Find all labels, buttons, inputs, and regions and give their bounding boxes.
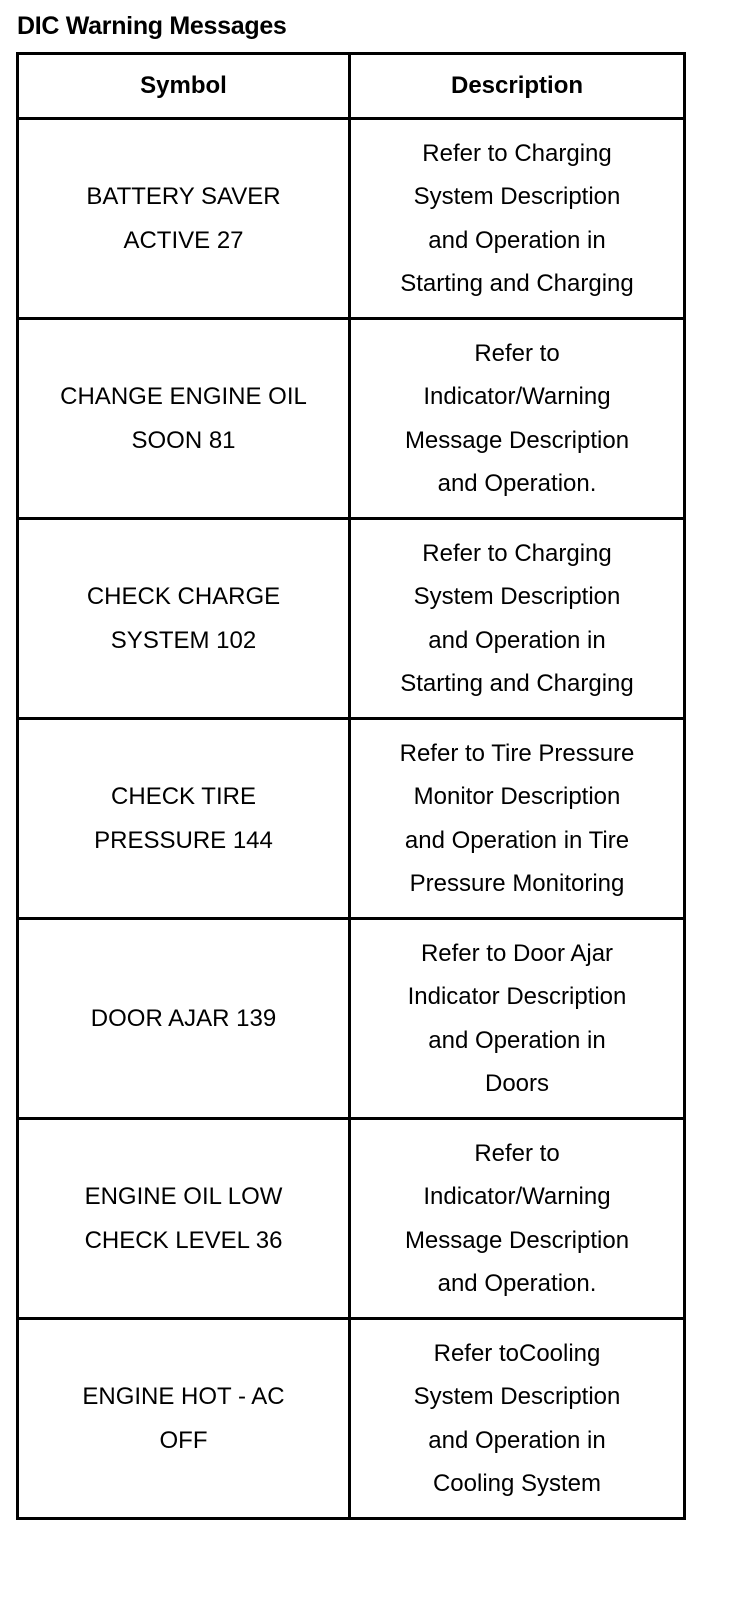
page-title: DIC Warning Messages (17, 12, 287, 40)
description-line: System Description (413, 583, 621, 610)
table-row (18, 319, 685, 519)
symbol-line: BATTERY SAVER (86, 183, 281, 210)
description-line: Refer to Charging (422, 539, 612, 567)
description-line: Refer to Door Ajar (420, 939, 614, 967)
symbol-cell (18, 919, 350, 1119)
description-cell (350, 1319, 685, 1519)
description-line: Refer toCooling (433, 1339, 601, 1367)
description-line: Starting and Charging (400, 270, 634, 297)
symbol-line: DOOR AJAR 139 (90, 1004, 277, 1032)
description-line: Cooling System (432, 1470, 602, 1497)
description-column-header: Description (350, 54, 685, 119)
description-line: Doors (484, 1070, 550, 1097)
description-line: and Operation in (428, 226, 606, 254)
description-line: Monitor Description (413, 783, 621, 810)
description-line: Message Description (404, 426, 630, 454)
description-line: Indicator Description (407, 983, 627, 1010)
symbol-line: CHECK CHARGE (86, 583, 281, 610)
description-cell (350, 519, 685, 719)
symbol-line: CHECK TIRE (111, 783, 256, 810)
description-line: and Operation in (428, 1426, 606, 1454)
description-line: Starting and Charging (400, 670, 634, 697)
description-cell (350, 1119, 685, 1319)
description-line: Refer to Tire Pressure (399, 739, 635, 767)
symbol-column-header: Symbol (18, 54, 350, 119)
description-line: Indicator/Warning (423, 1183, 611, 1210)
symbol-cell (18, 519, 350, 719)
description-line: System Description (413, 183, 621, 210)
table-row (18, 1119, 685, 1319)
description-line: Message Description (404, 1226, 630, 1254)
description-cell (350, 119, 685, 319)
description-line: Refer to (474, 339, 560, 367)
symbol-line: CHECK LEVEL 36 (84, 1226, 283, 1254)
table-row (18, 1319, 685, 1519)
table-row (18, 119, 685, 319)
symbol-line: OFF (159, 1426, 208, 1454)
symbol-cell (18, 719, 350, 919)
description-line: and Operation in (428, 1026, 606, 1054)
dic-warning-messages-table (16, 52, 686, 1520)
description-line: Indicator/Warning (423, 383, 611, 410)
description-cell (350, 719, 685, 919)
table-header-row (18, 54, 685, 119)
description-cell (350, 919, 685, 1119)
description-line: Refer to (474, 1139, 560, 1167)
symbol-line: CHANGE ENGINE OIL (60, 383, 307, 410)
symbol-line: SYSTEM 102 (110, 626, 257, 654)
table-row (18, 919, 685, 1119)
description-line: Refer to Charging (422, 139, 612, 167)
description-line: and Operation. (437, 1270, 597, 1297)
description-line: Pressure Monitoring (409, 870, 625, 897)
description-cell (350, 319, 685, 519)
description-line: and Operation. (437, 470, 597, 497)
symbol-line: SOON 81 (131, 426, 236, 454)
symbol-cell (18, 1319, 350, 1519)
symbol-line: ACTIVE 27 (123, 226, 244, 254)
description-line: and Operation in Tire (404, 826, 630, 854)
description-line: and Operation in (428, 626, 606, 654)
symbol-cell (18, 119, 350, 319)
symbol-line: ENGINE OIL LOW (84, 1183, 283, 1210)
description-line: System Description (413, 1383, 621, 1410)
table-row (18, 519, 685, 719)
symbol-cell (18, 1119, 350, 1319)
symbol-cell (18, 319, 350, 519)
table-row (18, 719, 685, 919)
symbol-line: ENGINE HOT - AC (82, 1383, 285, 1410)
symbol-line: PRESSURE 144 (94, 826, 273, 854)
